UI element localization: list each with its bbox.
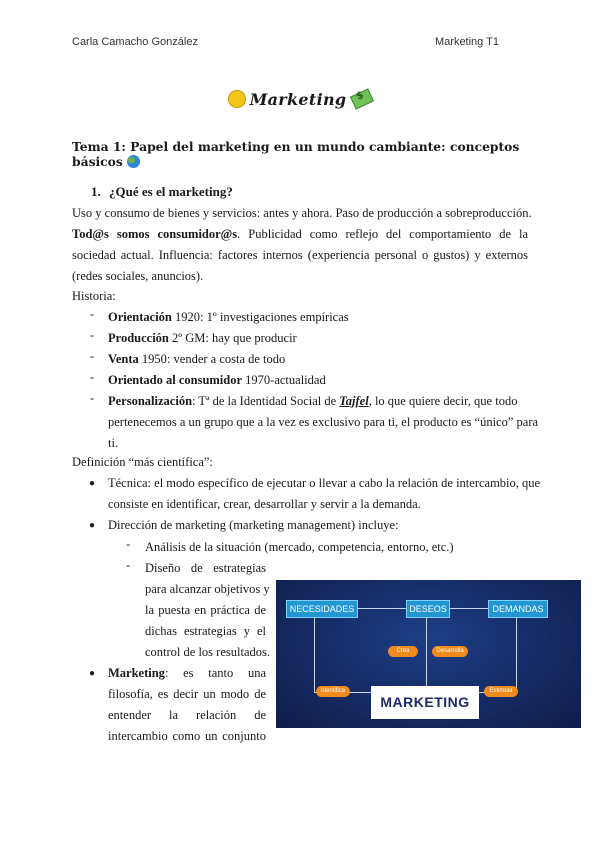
globe-icon	[127, 155, 140, 168]
header-subject: Marketing T1	[435, 36, 499, 48]
dash-marker: -	[90, 391, 95, 405]
diagram-node-deseos: DESEOS	[406, 600, 450, 618]
definition-sub-2-line: la puesta en práctica de	[145, 603, 266, 617]
diagram-pill-estimula: Estimula	[484, 686, 518, 697]
dash-marker: -	[126, 537, 131, 551]
title-text: Marketing	[249, 90, 347, 109]
intro-paragraph	[72, 224, 528, 287]
tajfel-link[interactable]: Tajfel	[339, 394, 369, 408]
dash-marker: -	[90, 328, 95, 342]
diagram-node-demandas: DEMANDAS	[488, 600, 548, 618]
intro-line-1: Uso y consumo de bienes y servicios: antes y ahora. Paso de producción a sobreproducción.	[72, 206, 532, 220]
definition-sub-2-line: dichas estrategias y el	[145, 624, 266, 638]
dash-marker: -	[90, 370, 95, 384]
header-author: Carla Camacho González	[72, 36, 198, 48]
diagram-pill-desarrolla: Desarrolla	[432, 646, 468, 657]
dash-marker: -	[90, 307, 95, 321]
diagram-pill-crea: Crea	[388, 646, 418, 657]
definition-tecnica-2: consiste en identificar, crear, desarrollar y servir a la demanda.	[108, 497, 421, 511]
definition-direccion: Dirección de marketing (marketing management) incluye:	[108, 518, 399, 532]
bullet-marker: ●	[89, 520, 96, 531]
section-title: ¿Qué es el marketing?	[109, 184, 233, 199]
intro-rest: . Publicidad como reflejo del comportamiento de la sociedad actual. Influencia: factores internos (experiencia personal o gustos) y externos (redes sociales, anuncios).	[72, 227, 528, 283]
definition-sub-2-line: para alcanzar objetivos y	[145, 582, 270, 596]
definition-label: Definición “más científica”:	[72, 455, 213, 469]
topic-heading	[72, 139, 532, 169]
topic-text: Tema 1: Papel del marketing en un mundo cambiante: conceptos básicos	[72, 139, 520, 169]
intro-bold: Tod@s somos consumidor@s	[72, 227, 238, 241]
definition-tecnica-1: Técnica: el modo específico de ejecutar o llevar a cabo la relación de intercambio, que	[108, 476, 541, 490]
section-heading	[91, 184, 233, 200]
definition-marketing-line: filosofía, es decir un modo de	[108, 687, 266, 701]
marketing-diagram-image	[276, 580, 581, 728]
diagram-center-marketing: MARKETING	[371, 686, 479, 719]
bullet-marker: ●	[89, 478, 96, 489]
history-item-line-2: pertenecemos a un grupo que a la vez es exclusivo para ti, el producto es “único” para	[108, 415, 539, 429]
section-number: 1.	[91, 184, 101, 199]
diagram-node-necesidades: NECESIDADES	[286, 600, 358, 618]
dash-marker: -	[126, 558, 131, 572]
history-item: Producción 2º GM: hay que producir	[108, 331, 297, 345]
history-item: Venta 1950: vender a costa de todo	[108, 352, 286, 366]
dash-marker: -	[90, 349, 95, 363]
history-label: Historia:	[72, 289, 116, 303]
history-item: Orientado al consumidor 1970-actualidad	[108, 373, 326, 387]
definition-sub-2-line: Diseño de estrategias	[145, 561, 266, 575]
definition-marketing-line: intercambio como un conjunto	[108, 729, 266, 743]
history-item: Orientación 1920: 1º investigaciones empíricas	[108, 310, 349, 324]
definition-sub-2-line: control de los resultados.	[145, 645, 270, 659]
document-title	[0, 90, 600, 109]
definition-marketing-line: Marketing: es tanto una	[108, 666, 266, 680]
bullet-marker: ●	[89, 668, 96, 679]
definition-marketing-line: entender la relación de	[108, 708, 266, 722]
history-item-line-3: ti.	[108, 436, 119, 450]
definition-sub-1: Análisis de la situación (mercado, competencia, entorno, etc.)	[145, 540, 454, 554]
history-item-personalizacion: Personalización: Tª de la Identidad Social de Tajfel, lo que quiere decir, que todo	[108, 394, 518, 408]
diagram-pill-identifica: Identifica	[316, 686, 350, 697]
money-with-wings-icon	[350, 88, 374, 109]
coin-icon	[228, 90, 246, 108]
